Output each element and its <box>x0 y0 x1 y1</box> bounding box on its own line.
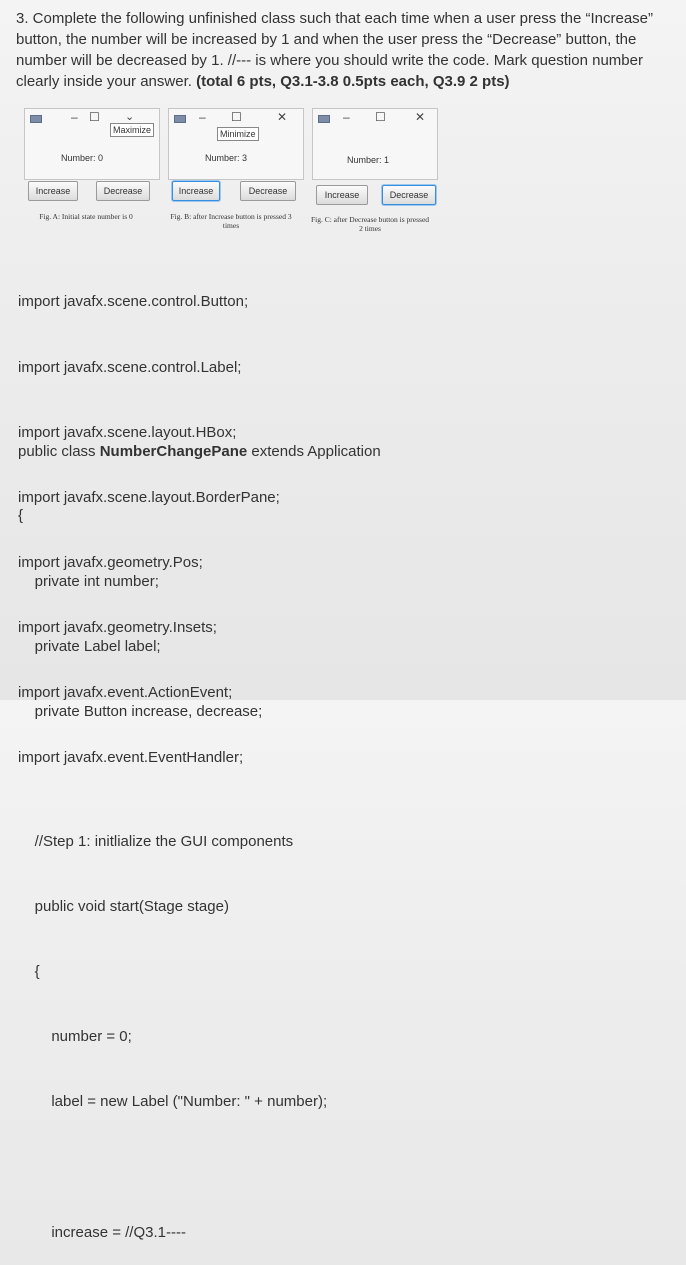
code-line: import javafx.scene.layout.HBox; <box>18 423 237 441</box>
maximize-icon: ☐ <box>89 110 100 124</box>
class-name: NumberChangePane <box>99 443 248 460</box>
number-label: Number: 3 <box>205 153 248 163</box>
increase-button[interactable]: Increase <box>316 185 368 205</box>
figure-c-caption: Fig. C: after Decrease button is pressed 2 times <box>310 215 430 233</box>
figure-b-window <box>168 108 304 180</box>
class-body <box>18 462 327 1265</box>
maximize-icon: ☐ <box>231 110 242 124</box>
question-body: 3. Complete the following unfinished class such that each time when a user press the “Increase” button, the number will be increased by 1 and when the user press the “Decrease” button, the number will be decreased by 1. //--- is where you should write the code. Mark question number clearly inside your answer. <box>16 10 654 90</box>
close-icon: ⌄ <box>125 111 135 123</box>
figure-a-window <box>24 108 160 180</box>
figure-c-window <box>312 108 438 180</box>
figure-c-titlebar <box>313 109 437 127</box>
question-text <box>16 8 676 92</box>
increase-button[interactable]: Increase <box>28 181 78 201</box>
code-line: increase = //Q3.1---- <box>18 1223 186 1241</box>
code-line: { <box>18 507 24 525</box>
code-line: import javafx.geometry.Pos; <box>18 553 203 571</box>
code-line: label = new Label ("Number: " + number); <box>18 1093 328 1111</box>
code-line: import javafx.geometry.Insets; <box>18 618 217 636</box>
code-line <box>18 1157 327 1179</box>
number-label: Number: 1 <box>347 155 390 165</box>
app-icon <box>174 115 186 123</box>
app-icon <box>30 115 42 123</box>
app-icon <box>318 115 330 123</box>
decrease-button[interactable]: Decrease <box>96 181 150 201</box>
code-line: public void start(Stage stage) <box>18 898 229 916</box>
decrease-button[interactable]: Decrease <box>382 185 436 205</box>
code-line: //Step 1: initlialize the GUI components <box>18 832 294 850</box>
code-line: import javafx.scene.control.Label; <box>18 358 242 376</box>
code-line: { <box>18 963 40 981</box>
minimize-tooltip: Minimize <box>217 127 259 141</box>
class-decl-prefix: public class <box>18 443 100 460</box>
close-icon: ✕ <box>277 110 288 124</box>
minimize-icon: – <box>71 110 78 124</box>
question-points: (total 6 pts, Q3.1-3.8 0.5pts each, Q3.9 2 pts) <box>196 73 510 90</box>
increase-button[interactable]: Increase <box>172 181 220 201</box>
code-line: import javafx.scene.layout.BorderPane; <box>18 488 280 506</box>
code-line <box>18 766 327 788</box>
number-label: Number: 0 <box>61 153 104 163</box>
code-line: private Label label; <box>18 637 161 655</box>
maximize-tooltip: Maximize <box>110 123 154 137</box>
code-line: private int number; <box>18 572 159 590</box>
figure-b-caption: Fig. B: after Increase button is pressed 3 times <box>170 212 292 230</box>
code-line: private Button increase, decrease; <box>18 702 263 720</box>
close-icon: ✕ <box>415 110 426 124</box>
decrease-button[interactable]: Decrease <box>240 181 296 201</box>
minimize-icon: – <box>343 110 350 124</box>
maximize-icon: ☐ <box>375 110 386 124</box>
code-line: import javafx.scene.control.Button; <box>18 293 249 311</box>
minimize-icon: – <box>199 110 206 124</box>
code-line: number = 0; <box>18 1028 132 1046</box>
class-declaration <box>18 441 381 463</box>
class-decl-suffix: extends Application <box>247 443 381 460</box>
code-line: import javafx.event.EventHandler; <box>18 749 244 767</box>
figure-a-caption: Fig. A: Initial state number is 0 <box>39 212 133 221</box>
code-line: import javafx.event.ActionEvent; <box>18 684 233 702</box>
figure-b-titlebar <box>169 109 303 127</box>
